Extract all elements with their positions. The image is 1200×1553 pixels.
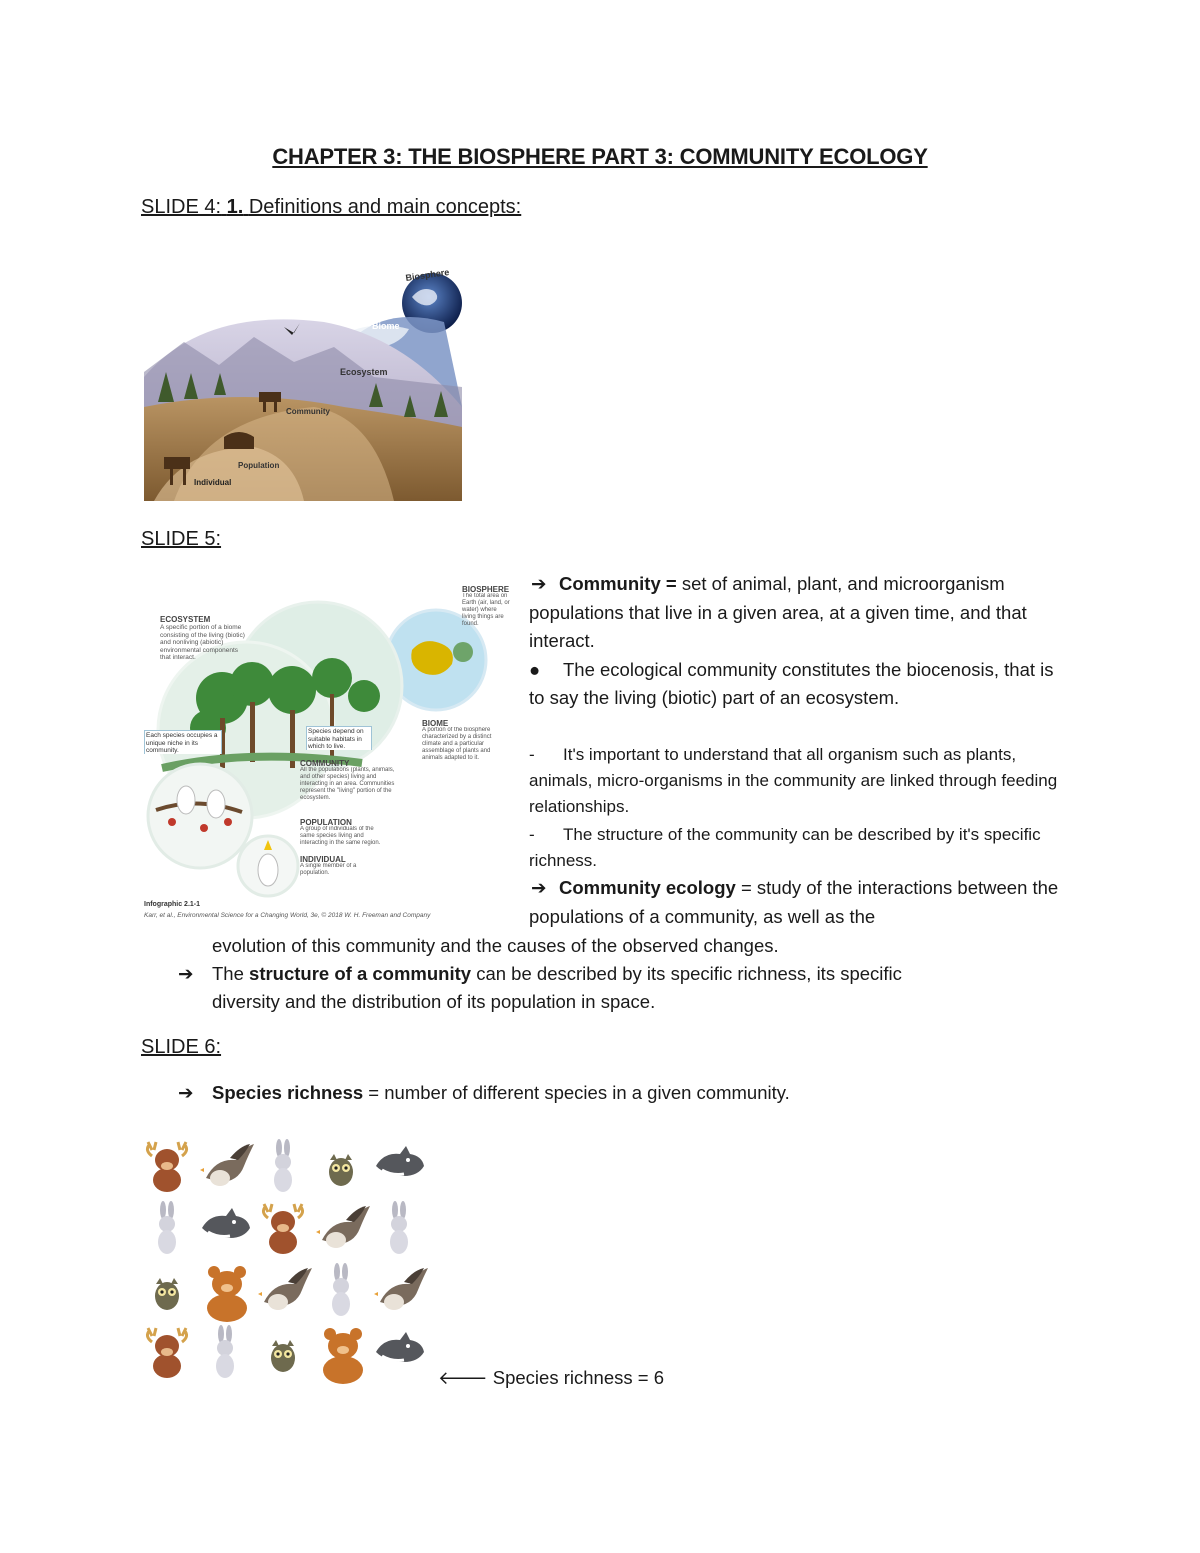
wolf-icon [202, 1208, 250, 1238]
species-richness-definition: ➔ Species richness = number of different species in a given community. [178, 1079, 1078, 1108]
community-structure-continued: diversity and the distribution of its population in space. [212, 991, 656, 1012]
slide4-number: 1. [226, 196, 244, 218]
rabbit-icon [216, 1325, 234, 1378]
organization-levels-figure [144, 267, 466, 501]
rabbit-icon [390, 1201, 408, 1254]
owl-icon [329, 1154, 353, 1186]
moose-icon [147, 1328, 186, 1378]
owl-icon [271, 1340, 295, 1372]
arrow-icon: ➔ [178, 1082, 194, 1103]
feeding-dash: - It's important to understand that all organism such as plants, animals, micro-organisms in the community are linked through feeding relationships. [529, 745, 1058, 816]
fig-community-title: COMMUNITY [300, 759, 350, 768]
bullet-icon: ● [529, 658, 541, 680]
arrow-icon: ➔ [531, 877, 547, 898]
fig-infographic-label: Infographic 2.1-1 [144, 901, 201, 908]
slide6-heading: SLIDE 6: [141, 1036, 222, 1058]
fig-biosphere-title: BIOSPHERE [462, 585, 510, 594]
slide4-title: Definitions and main concepts: [248, 196, 522, 218]
slide5-heading: SLIDE 5: [141, 528, 222, 550]
slide5-dashes [529, 742, 1059, 874]
fig-community-desc: All the populations (plants, animals, and other species) living and interacting in an area. Communities represent the "living" portion of the ecosystem. [300, 767, 395, 801]
community-structure: ➔ The structure of a community can be described by its specific richness, its specific [178, 960, 1078, 989]
moose-icon [147, 1142, 186, 1192]
fig-population-title: POPULATION [300, 818, 352, 827]
arrow-icon: ➔ [178, 963, 194, 984]
slide5-text-column [529, 570, 1059, 713]
owl-icon [155, 1278, 179, 1310]
label-ecosystem: Ecosystem [340, 367, 388, 377]
moose-icon [263, 1204, 302, 1254]
fig-habitat-note: Species depend on suitable habitats in which to live. [306, 726, 372, 750]
fig-biome-title: BIOME [422, 719, 449, 728]
fig-individual-title: INDIVIDUAL [300, 855, 346, 864]
rabbit-icon [158, 1201, 176, 1254]
community-ecology-term: Community ecology [559, 877, 736, 898]
fig-ecosystem-desc: A specific portion of a biome consisting of the living (biotic) and nonliving (abiotic) environmental components that interact. [160, 624, 245, 661]
label-biome: Biome [372, 321, 400, 331]
community-def: set of animal, plant, and microorganism populations that live in a given area, at a given time, and that interact. [529, 573, 1027, 651]
community-definition [529, 570, 1059, 656]
bear-icon [323, 1328, 363, 1384]
fig-biome-desc: A portion of the biosphere characterized by a distinct climate and a particular assemblage of plants and animals adapted to it. [422, 727, 492, 761]
slide4-label: SLIDE 4: [141, 196, 222, 218]
species-grid [140, 1136, 440, 1386]
label-biosphere: Biosphere [404, 267, 450, 283]
left-arrow-icon: 🡐 [438, 1367, 488, 1388]
community-ecology-definition: ➔ Community ecology = study of the interactions between the populations of a community, as well as the [529, 874, 1059, 931]
goose-icon [374, 1268, 428, 1310]
page-title: CHAPTER 3: THE BIOSPHERE PART 3: COMMUNITY ECOLOGY [272, 144, 928, 169]
community-term: Community = [559, 573, 677, 594]
fig-population-desc: A group of individuals of the same species living and interacting in the same region. [300, 826, 381, 846]
fig-niche-note: Each species occupies a unique niche in its community. [144, 730, 222, 754]
community-ecology-continued: evolution of this community and the causes of the observed changes. [212, 935, 779, 956]
wolf-icon [376, 1146, 424, 1176]
biocenosis-bullet: ● The ecological community constitutes the biocenosis, that is to say the living (biotic) part of an ecosystem. [529, 656, 1059, 713]
label-population: Population [238, 461, 280, 470]
label-individual: Individual [194, 478, 232, 487]
goose-icon [200, 1144, 254, 1186]
fig-credit: Karr, et al., Environmental Science for a Changing World, 3e, © 2018 W. H. Freeman and Company [144, 912, 431, 919]
goose-icon [258, 1268, 312, 1310]
bear-icon [207, 1266, 247, 1322]
structure-dash: - The structure of the community can be described by it's specific richness. [529, 825, 1041, 870]
goose-icon [316, 1206, 370, 1248]
fig-biosphere-desc: The total area on Earth (air, land, or water) where living things are found. [462, 593, 510, 627]
rabbit-icon [332, 1263, 350, 1316]
rabbit-icon [274, 1139, 292, 1192]
fig-ecosystem-title: ECOSYSTEM [160, 615, 211, 624]
ecology-infographic [142, 578, 512, 924]
species-richness-result: 🡐 Species richness = 6 [438, 1367, 664, 1388]
slide4-heading [141, 196, 521, 219]
fig-individual-desc: A single member of a population. [300, 863, 357, 876]
arrow-icon: ➔ [531, 573, 547, 594]
wolf-icon [376, 1332, 424, 1362]
label-community: Community [286, 407, 330, 416]
